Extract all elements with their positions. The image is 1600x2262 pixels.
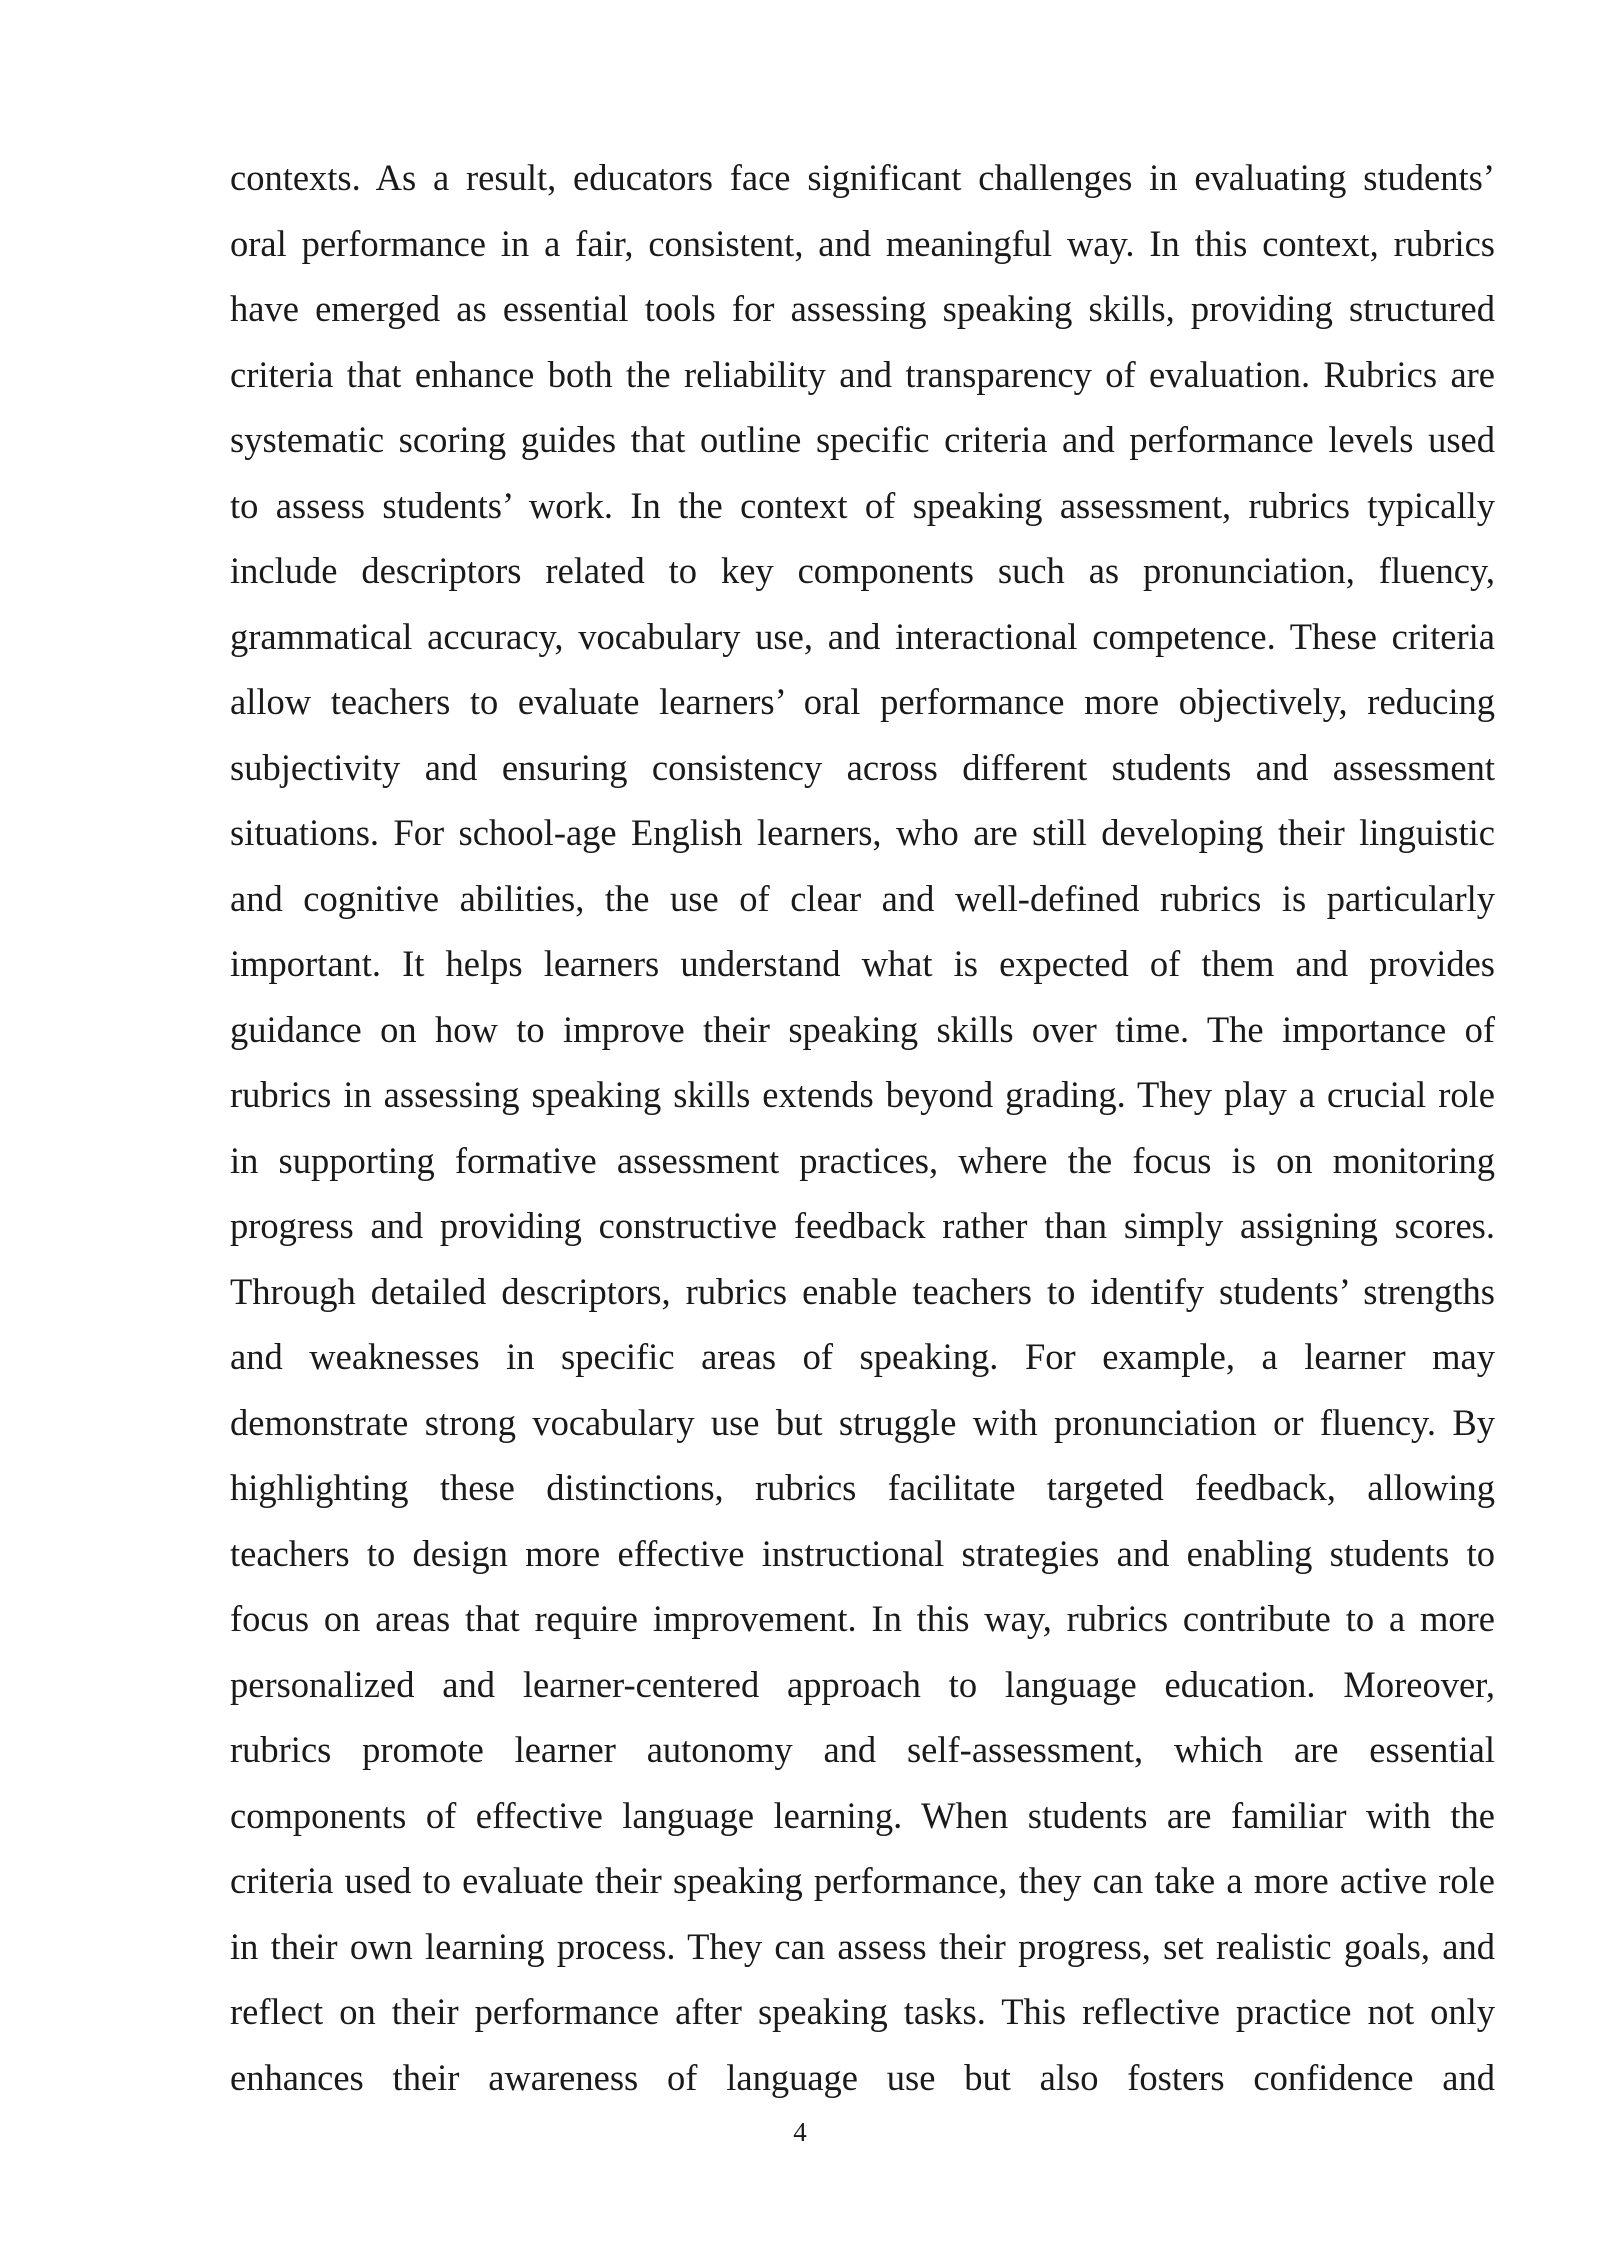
body-line: contexts. As a result, educators face significant challenges in evaluating students’ [230, 157, 1495, 198]
body-line: progress and providing constructive feedback rather than simply assigning scores. [230, 1205, 1495, 1246]
body-line: subjectivity and ensuring consistency across different students and assessment [230, 746, 1495, 788]
body-line: situations. For school-age English learners, who are still developing their linguistic [230, 812, 1495, 853]
body-line: grammatical accuracy, vocabulary use, and interactional competence. These criteria [230, 615, 1495, 657]
body-line: reflect on their performance after speaking tasks. This reflective practice not only [230, 1991, 1495, 2032]
body-line: criteria used to evaluate their speaking performance, they can take a more active role [230, 1860, 1495, 1901]
body-line: important. It helps learners understand what is expected of them and provides [230, 943, 1495, 984]
body-line: highlighting these distinctions, rubrics facilitate targeted feedback, allowing [230, 1467, 1495, 1508]
body-line: systematic scoring guides that outline specific criteria and performance levels used [230, 419, 1495, 460]
body-line: have emerged as essential tools for assessing speaking skills, providing structured [230, 288, 1495, 329]
body-line: personalized and learner-centered approach to language education. Moreover, [230, 1663, 1495, 1705]
body-line: rubrics promote learner autonomy and self-assessment, which are essential [230, 1729, 1495, 1770]
body-line: allow teachers to evaluate learners’ oral performance more objectively, reducing [230, 681, 1495, 722]
body-line: include descriptors related to key components such as pronunciation, fluency, [230, 550, 1495, 591]
body-line: demonstrate strong vocabulary use but struggle with pronunciation or fluency. By [230, 1401, 1495, 1443]
body-line: guidance on how to improve their speaking skills over time. The importance of [230, 1008, 1495, 1050]
body-line: criteria that enhance both the reliability and transparency of evaluation. Rubrics are [230, 353, 1495, 395]
body-line: in their own learning process. They can assess their progress, set realistic goals, and [230, 1925, 1495, 1967]
body-line: components of effective language learning. When students are familiar with the [230, 1794, 1495, 1836]
body-line: enhances their awareness of language use but also fosters confidence and [230, 2056, 1495, 2098]
body-line: rubrics in assessing speaking skills extends beyond grading. They play a crucial role [230, 1074, 1495, 1115]
body-line: focus on areas that require improvement. In this way, rubrics contribute to a more [230, 1598, 1495, 1639]
body-line: to assess students’ work. In the context of speaking assessment, rubrics typically [230, 484, 1495, 526]
body-line: and cognitive abilities, the use of clear and well-defined rubrics is particularly [230, 877, 1495, 919]
body-line: and weaknesses in specific areas of speaking. For example, a learner may [230, 1336, 1495, 1377]
body-line: Through detailed descriptors, rubrics enable teachers to identify students’ strengths [230, 1270, 1495, 1312]
page-number: 4 [793, 2117, 807, 2147]
body-paragraph [230, 145, 1495, 2110]
body-line: teachers to design more effective instructional strategies and enabling students to [230, 1532, 1495, 1574]
body-line: in supporting formative assessment practices, where the focus is on monitoring [230, 1139, 1495, 1181]
body-line: oral performance in a fair, consistent, and meaningful way. In this context, rubrics [230, 222, 1495, 264]
